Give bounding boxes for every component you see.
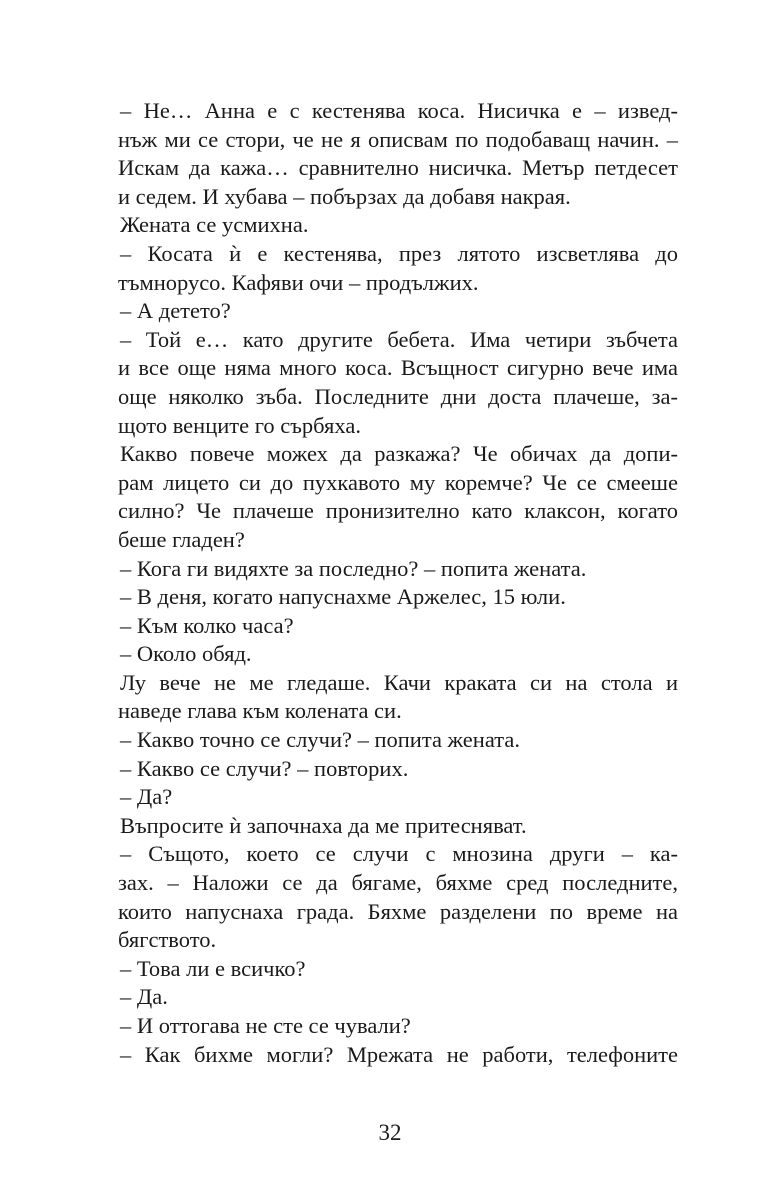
text-line: беше гладен?: [118, 526, 245, 552]
text-line: Лу вече не ме гледаше. Качи краката си на стола и: [120, 669, 678, 695]
text-line: наведе глава към колената си.: [118, 698, 402, 724]
text-line: – Около обяд.: [120, 641, 252, 667]
text-line: – В деня, когато напуснахме Аржелес, 15 юли.: [120, 584, 566, 610]
text-line: – А детето?: [120, 298, 231, 324]
text-line: Жената се усмихна.: [120, 212, 309, 238]
text-line: тъмнорусо. Кафяви очи – продължих.: [118, 269, 479, 295]
text-line: щото венците го сърбяха.: [118, 412, 361, 438]
text-line: – Не… Анна е с кестенява коса. Нисичка е – извед-: [120, 98, 678, 123]
text-line: Какво повече можех да разкажа? Че обичах да допи-: [120, 441, 678, 467]
text-line: – Косата ѝ е кестенява, през лятото изсветлява до: [120, 240, 678, 266]
text-line: още няколко зъба. Последните дни доста плачеше, за-: [118, 383, 678, 409]
text-line: Въпросите ѝ започнаха да ме притесняват.: [120, 812, 527, 838]
text-line: – Как бихме могли? Мрежата не работи, телефоните: [120, 1041, 678, 1067]
text-line: – Същото, което се случи с мнозина други – ка-: [120, 841, 678, 867]
text-line: – Към колко часа?: [120, 612, 294, 638]
text-line: зах. – Наложи се да бягаме, бяхме сред последните,: [118, 870, 678, 896]
text-line: – Това ли е всичко?: [120, 955, 306, 981]
text-line: – Да?: [120, 784, 173, 810]
text-line: – Кога ги видяхте за последно? – попита жената.: [120, 555, 587, 581]
text-line: и седем. И хубава – побързах да добавя накрая.: [118, 183, 571, 209]
page-number: 32: [378, 1120, 402, 1145]
text-line: които напуснаха града. Бяхме разделени по време на: [118, 898, 678, 924]
text-line: – И оттогава не сте се чували?: [120, 1013, 411, 1038]
text-line: силно? Че плачеше пронизително като клаксон, когато: [118, 498, 678, 524]
text-line: – Да.: [120, 984, 168, 1010]
text-line: и все още няма много коса. Всъщност сигурно вече има: [118, 355, 678, 381]
text-line: – Какво точно се случи? – попита жената.: [120, 727, 520, 753]
text-line: бягството.: [118, 927, 217, 953]
text-line: – Какво се случи? – повторих.: [120, 755, 409, 781]
text-line: рам лицето си до пухкавото му коремче? Че се смееше: [118, 469, 678, 495]
text-line: – Той е… като другите бебета. Има четири зъбчета: [120, 326, 678, 352]
text-line: Искам да кажа… сравнително нисичка. Метър петдесет: [118, 155, 678, 181]
body-text: [118, 97, 678, 1069]
text-line: нъж ми се стори, че не я описвам по подобаващ начин. –: [118, 126, 678, 152]
